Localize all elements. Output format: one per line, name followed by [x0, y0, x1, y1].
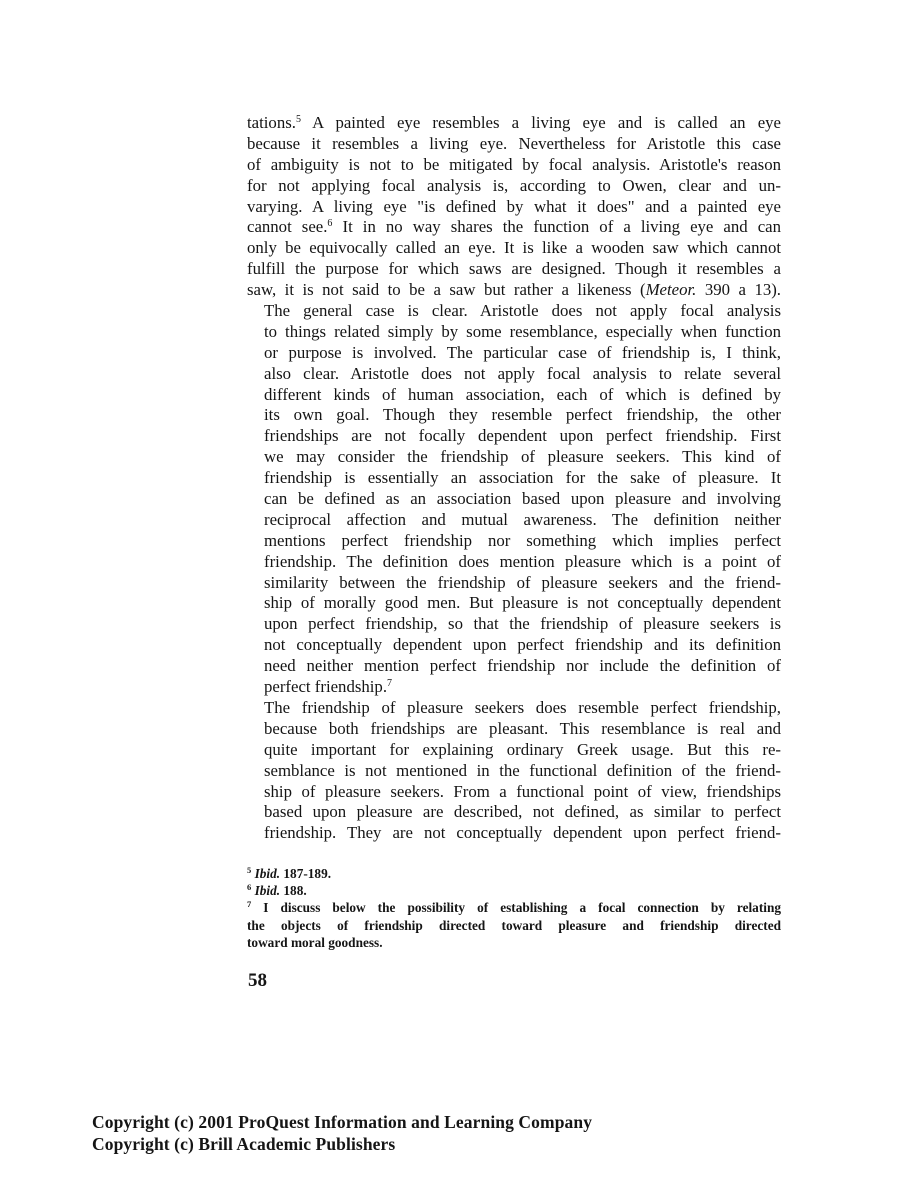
- text-line: friendship is essentially an association for the sake of pleasure. It: [264, 468, 781, 488]
- text-line: friendships are not focally dependent upon perfect friendship. First: [264, 426, 781, 446]
- footnote-7: $^7$ I discuss below the possibility of establishing a focal connection by relating the objects of friendship directed toward pleasure and friendship directed toward moral goodness.: [247, 899, 781, 950]
- text-line: we may consider the friendship of pleasure seekers. This kind of: [264, 447, 781, 467]
- text-line: of ambiguity is not to be mitigated by focal analysis. Aristotle's reason: [247, 154, 781, 174]
- text-line: need neither mention perfect friendship nor include the definition of: [264, 656, 781, 676]
- paragraph-3: [247, 698, 781, 844]
- copyright-line: Copyright (c) Brill Academic Publishers: [92, 1134, 396, 1154]
- text-line: not conceptually dependent upon perfect friendship and its definition: [264, 635, 781, 655]
- text-line: perfect friendship.$^7$: [264, 677, 393, 697]
- citation-title: Meteor.: [645, 280, 697, 300]
- text-line: for not applying focal analysis is, according to Owen, clear and un-: [247, 175, 781, 195]
- footnotes: [247, 865, 781, 951]
- text-line: The friendship of pleasure seekers does resemble perfect friendship,: [264, 697, 781, 717]
- footnote-5: $^5$ Ibid. 187-189.: [247, 865, 332, 881]
- text-line: can be defined as an association based upon pleasure and involving: [264, 489, 781, 509]
- text-line: semblance is not mentioned in the functional definition of the friend-: [264, 760, 781, 780]
- text-line: reciprocal affection and mutual awareness. The definition neither: [264, 509, 781, 529]
- text-line: saw, it is not said to be a saw but rather a likeness (Meteor. 390 a 13).: [247, 280, 782, 300]
- text-line: The general case is clear. Aristotle does not apply focal analysis: [264, 301, 781, 321]
- text-line: ship of morally good men. But pleasure is not conceptually dependent: [264, 593, 781, 613]
- text-line: friendship. They are not conceptually dependent upon perfect friend-: [264, 823, 781, 843]
- text-line: because both friendships are pleasant. This resemblance is real and: [264, 718, 781, 738]
- text-line: cannot see.$^6$ It in no way shares the function of a living eye and can: [247, 217, 781, 237]
- footnote-ref-7: 7: [387, 678, 393, 690]
- paragraph-2: [247, 301, 781, 698]
- text-line: friendship. The definition does mention pleasure which is a point of: [264, 551, 781, 571]
- footnote-ref-6: 6: [327, 218, 333, 230]
- page-number: 58: [248, 970, 267, 991]
- text-line: different kinds of human association, each of which is defined by: [264, 384, 781, 404]
- text-line: or purpose is involved. The particular case of friendship is, I think,: [264, 342, 781, 362]
- text-line: mentions perfect friendship nor something which implies perfect: [264, 530, 781, 550]
- text-line: its own goal. Though they resemble perfect friendship, the other: [264, 405, 781, 425]
- text-line: to things related simply by some resemblance, especially when function: [264, 321, 781, 341]
- text-line: also clear. Aristotle does not apply focal analysis to relate several: [264, 363, 781, 383]
- text-line: fulfill the purpose for which saws are designed. Though it resembles a: [247, 259, 781, 279]
- text-line: only be equivocally called an eye. It is like a wooden saw which cannot: [247, 238, 781, 258]
- text-line: varying. A living eye "is defined by what it does" and a painted eye: [247, 196, 781, 216]
- text-line: tations.$^5$ A painted eye resembles a living eye and is called an eye: [247, 113, 781, 132]
- copyright-line: Copyright (c) 2001 ProQuest Information and Learning Company: [92, 1112, 593, 1132]
- text-line: because it resembles a living eye. Nevertheless for Aristotle this case: [247, 133, 781, 153]
- text-line: upon perfect friendship, so that the friendship of pleasure seekers is: [264, 614, 781, 634]
- text-line: ship of pleasure seekers. From a functional point of view, friendships: [264, 781, 781, 801]
- paragraph-1: [247, 113, 781, 301]
- text-line: based upon pleasure are described, not defined, as similar to perfect: [264, 802, 781, 822]
- text-line: quite important for explaining ordinary Greek usage. But this re-: [264, 739, 781, 759]
- body-text: [247, 113, 781, 844]
- text-line: similarity between the friendship of pleasure seekers and the friend-: [264, 572, 781, 592]
- footnote-ref-5: 5: [295, 114, 301, 125]
- footnote-6: $^6$ Ibid. 188.: [247, 882, 307, 899]
